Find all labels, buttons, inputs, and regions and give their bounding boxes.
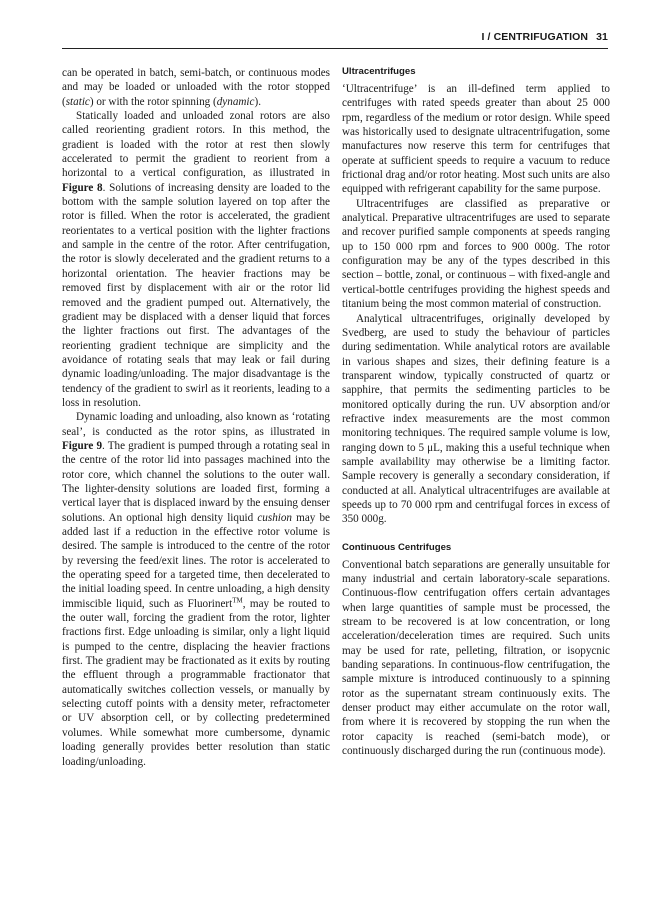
section-title: I / CENTRIFUGATION [481,31,589,43]
paragraph: Dynamic loading and unloading, also known as ‘rotating seal’, is conducted as the rotor spins, as illustrated in Figure 9. The gradient is pumped through a rotating seal in the centre of the rotor lid into passages machined into the rotor core, which channel the solutions to the outer wall. The lighter-density solutions are loaded first, forming a vertical layer that is displaced inward by the ensuing denser solutions. An optional high density liquid cushion may be added last if a reduction in the effective rotor volume is desired. The sample is introduced to the centre of the rotor by reversing the feed/exit lines. The rotor is accelerated to the operating speed for a targeted time, then decelerated to the initial loading speed. In centre unloading, a high density immiscible liquid, such as Fluorinert™, may be routed to the outer wall, forcing the gradient from the rotor, lighter fractions first. Edge unloading is similar, only a light liquid is pumped to the centre, displacing the heavier fractions first. The gradient may be fractionated as it exits by routing the effluent through a programmable fractionator that automatically switches collection vessels, or manually by selecting cutoff points with a density meter, refractometer or UV absorption cell, or by collecting predetermined volumes. While somewhat more cumbersome, dynamic loading generally provides better resolution than static loading/unloading. [62,411,330,768]
paragraph: Statically loaded and unloaded zonal rotors are also called reorienting gradient rotors. In this method, the gradient is loaded with the rotor at rest then slowly accelerated to permit the gradient to reorient from a horizontal to a vertical configuration, as illustrated in Figure 8. Solutions of increasing density are loaded to the bottom with the sample solution layered on top after the rotor is filled. When the rotor is accelerated, the gradient reorientates to a vertical position with the lighter fractions and sample in the centre of the rotor. After centrifugation, the rotor is slowly decelerated and the gradient returns to a horizontal orientation. The heavier fractions may be removed first by displacement with air or the rotor lid removed and the gradient pumped out. Alternatively, the gradient may be displaced with a denser liquid that forces the lighter fractions out first. The advantages of the reorienting gradient technique are simplicity and the avoidance of rotating seals that may leak or fail during dynamic loading/unloading. The major disadvantage is the tendency of the gradient to swirl as it reorients, leading to a loss in resolution. [62,110,330,409]
paragraph: Ultracentrifuges are classified as preparative or analytical. Preparative ultracentrifuges are used to separate and recover purified sample components at speeds ranging up to 150 000 rpm and forces to 900 000g. The rotor configuration may be any of the types described in this section – bottle, zonal, or continuous – with fixed-angle and vertical-bottle centrifuges providing the highest speeds and titanium being the most common material of construction. [342,197,610,311]
page-number: 31 [596,31,608,43]
paragraph: Analytical ultracentrifuges, originally developed by Svedberg, are used to study the behaviour of particles during sedimentation. While analytical rotors are available in various shapes and sizes, their defining feature is a transparent window, typically constructed of quartz or sapphire, that permits the sedimenting particles to be monitored optically during the run. UV absorption and/or refractive index measurements are the most common monitoring techniques. The required sample volume is low, ranging down to 5 μL, making this a useful technique when sample availability may otherwise be a limiting factor. Sample recovery is generally a secondary consideration, if conducted at all. Analytical ultracentrifuges are available at speeds up to 70 000 rpm and centrifugal forces in excess of 350 000g. [342,312,610,526]
header-rule [62,48,608,49]
paragraph: Conventional batch separations are generally unsuitable for many industrial and certain laboratory-scale separations. Continuous-flow centrifugation offers certain advantages when large quantities of sample must be processed, the stream to be recovered is at low concentration, or long acceleration/deceleration times are required. Such units may be used for rate, pelleting, filtration, or isopycnic banding separations. In continuous-flow centrifugation, the sample mixture is introduced continuously to a spinning rotor as the supernatant stream continuously exits. The denser product may either accumulate on the rotor wall, from where it is recovered by stopping the run when the rotor capacity is reached (semi-batch mode), or continuously discharged during the run (continuous mode). [342,558,610,758]
paragraph: can be operated in batch, semi-batch, or continuous modes and may be loaded or unloaded with the rotor stopped (static) or with the rotor spinning (dynamic). [62,67,330,108]
figure-reference: Figure 8 [62,181,103,194]
right-column [342,66,610,758]
section-heading: Ultracentrifuges [342,66,416,77]
paragraph: ‘Ultracentrifuge’ is an ill-defined term applied to centrifuges with rated speeds greater than about 25 000 rpm, regardless of the medium or rotor design. While speed was historically used to designate ultracentrifugation, some manufactures now reserve this term for centrifuges that operate at sufficient speeds to require a vacuum to reduce frictional drag and/or rotor heating. Most such units are also equipped with refrigerant capability for the same purpose. [342,83,610,196]
left-column [62,66,330,769]
figure-reference: Figure 9 [62,439,103,452]
section-heading: Continuous Centrifuges [342,541,452,553]
running-head [482,31,609,43]
